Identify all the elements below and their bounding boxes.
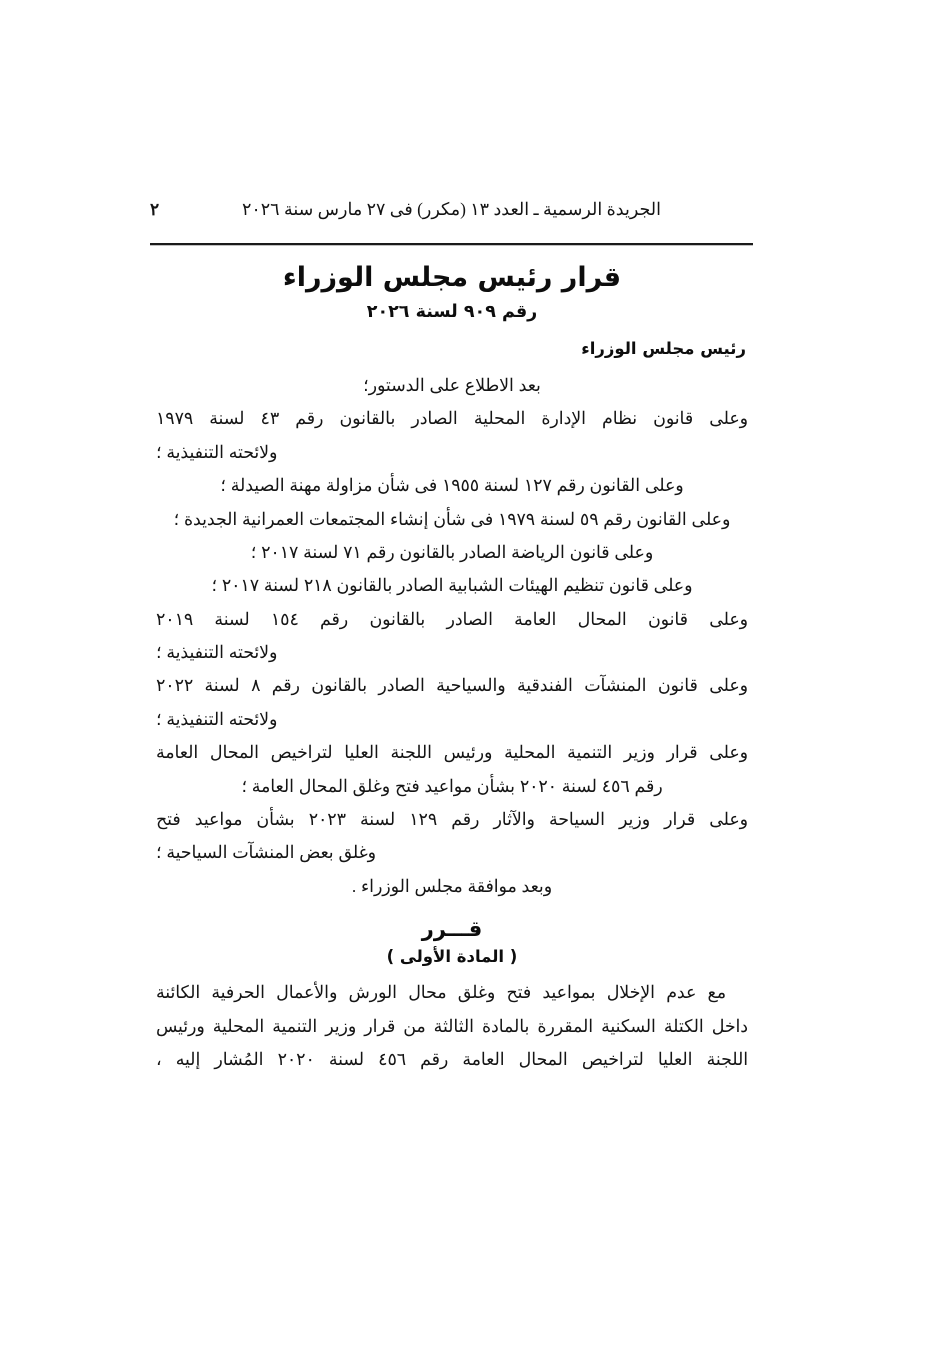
decree-title: قرار رئيس مجلس الوزراء — [282, 262, 622, 293]
article-one-label: ( المادة الأولى ) — [386, 947, 518, 967]
preamble-closing-clause: وبعد موافقة مجلس الوزراء . — [351, 876, 553, 896]
running-header — [150, 199, 753, 249]
page-number: ٢ — [150, 200, 160, 219]
preamble-clause-continuation: وغلق بعض المنشآت السياحية ؛ — [156, 843, 376, 863]
preamble-clause: بعد الاطلاع على الدستور؛ — [363, 376, 541, 396]
preamble-clause: وعلى قرار وزير التنمية المحلية ورئيس اللجنة العليا لتراخيص المحال العامة — [156, 743, 748, 763]
preamble-clause-continuation: ولائحته التنفيذية ؛ — [156, 709, 278, 729]
decree-number-subtitle: رقم ٩٠٩ لسنة ٢٠٢٦ — [366, 302, 538, 323]
header-row — [150, 199, 753, 220]
preamble-clause: وعلى قانون الرياضة الصادر بالقانون رقم ٧١ لسنة ٢٠١٧ ؛ — [250, 542, 654, 562]
preamble-clause-list — [156, 369, 748, 903]
preamble-clause: وعلى قانون المحال العامة الصادر بالقانون رقم ١٥٤ لسنة ٢٠١٩ — [156, 609, 748, 629]
preamble-clause-continuation: رقم ٤٥٦ لسنة ٢٠٢٠ بشأن مواعيد فتح وغلق المحال العامة ؛ — [241, 776, 663, 796]
gazette-header-text: الجريدة الرسمية ـ العدد ١٣ (مكرر) فى ٢٧ مارس سنة ٢٠٢٦ — [241, 199, 662, 219]
article-body-line: مع عدم الإخلال بمواعيد فتح وغلق محال الورش والأعمال الحرفية الكائنة — [156, 983, 726, 1003]
preamble-clause: وعلى قانون نظام الإدارة المحلية الصادر بالقانون رقم ٤٣ لسنة ١٩٧٩ — [156, 409, 748, 429]
resolve-heading: قـــرر — [421, 917, 483, 942]
preamble-clause: وعلى القانون رقم ١٢٧ لسنة ١٩٥٥ فى شأن مزاولة مهنة الصيدلة ؛ — [220, 476, 684, 496]
preamble-clause: وعلى قانون المنشآت الفندقية والسياحية الصادر بالقانون رقم ٨ لسنة ٢٠٢٢ — [156, 676, 748, 696]
preamble-clause-continuation: ولائحته التنفيذية ؛ — [156, 643, 278, 663]
preamble-clause-continuation: ولائحته التنفيذية ؛ — [156, 442, 278, 462]
header-divider-rule — [150, 243, 753, 246]
preamble-clause: وعلى القانون رقم ٥٩ لسنة ١٩٧٩ فى شأن إنشاء المجتمعات العمرانية الجديدة ؛ — [173, 509, 731, 529]
document-body — [156, 262, 748, 1077]
preamble-clause: وعلى قانون تنظيم الهيئات الشبابية الصادر بالقانون ٢١٨ لسنة ٢٠١٧ ؛ — [211, 576, 693, 596]
article-body-line: داخل الكتلة السكنية المقررة بالمادة الثالثة من قرار وزير التنمية المحلية ورئيس — [156, 1016, 748, 1036]
article-body-line: اللجنة العليا لتراخيص المحال العامة رقم ٤٥٦ لسنة ٢٠٢٠ المُشار إليه ، — [156, 1050, 749, 1070]
article-one-body — [156, 976, 748, 1077]
signatory-heading: رئيس مجلس الوزراء — [581, 339, 746, 359]
preamble-clause: وعلى قرار وزير السياحة والآثار رقم ١٢٩ لسنة ٢٠٢٣ بشأن مواعيد فتح — [156, 809, 748, 829]
